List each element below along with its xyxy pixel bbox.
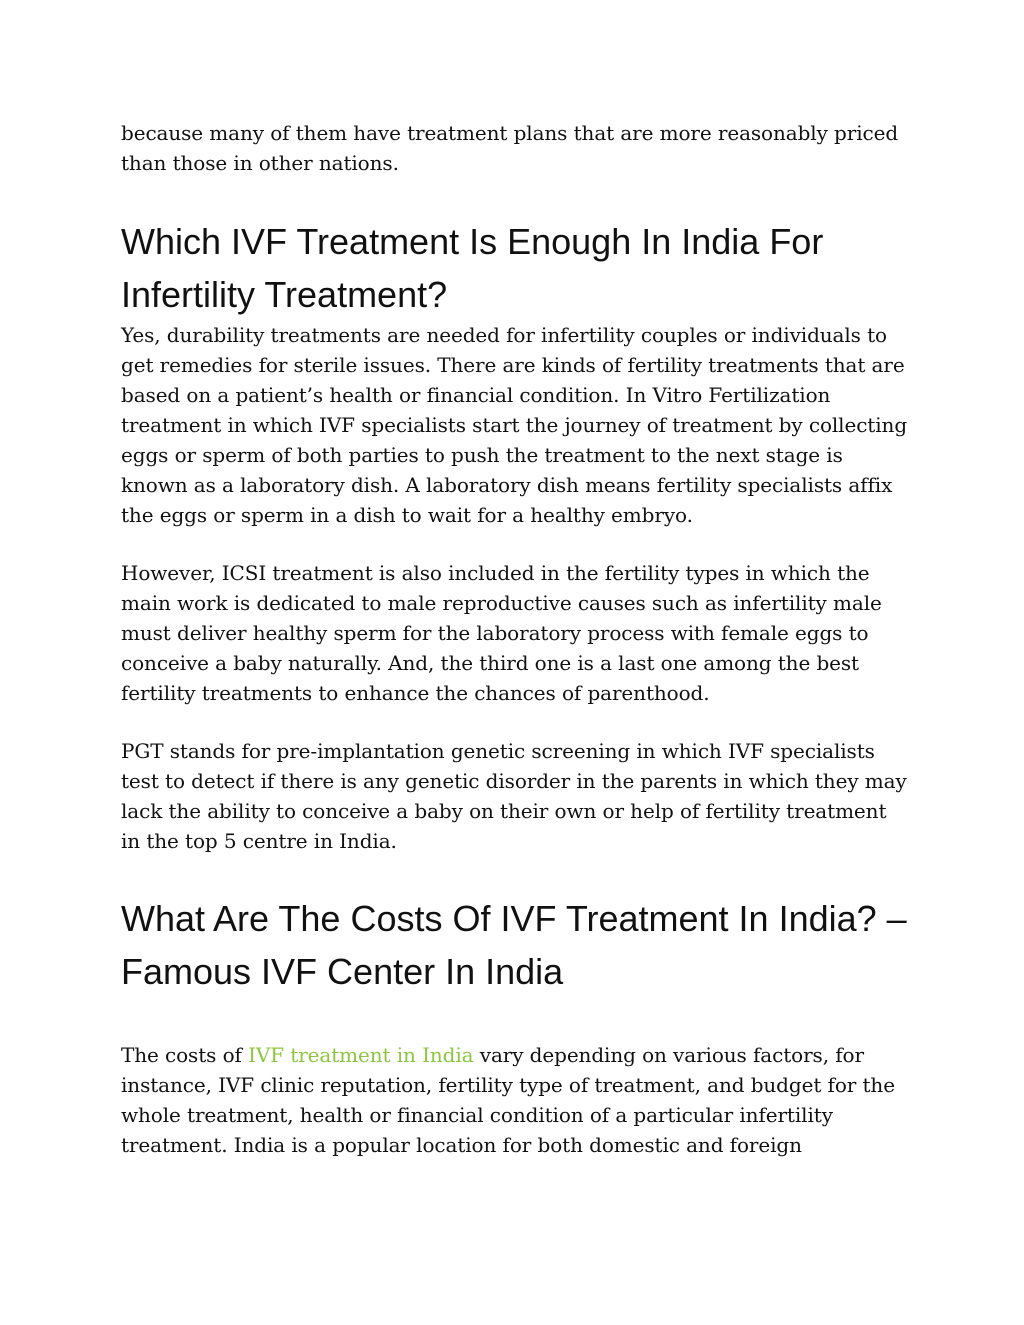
ivf-treatment-link[interactable]: IVF treatment in India — [248, 1043, 474, 1067]
section-heading-ivf-costs: What Are The Costs Of IVF Treatment In India? – Famous IVF Center In India — [121, 898, 907, 992]
paragraph-costs — [121, 1040, 911, 1160]
paragraph-pgt: PGT stands for pre-implantation genetic screening in which IVF specialists test to detect if there is any genetic disorder in the parents in which they may lack the ability to conceive a baby on their own or help of fertility treatment in the top 5 centre in India. — [121, 739, 907, 853]
document-page — [121, 118, 911, 1160]
paragraph-icsi: However, ICSI treatment is also included in the fertility types in which the main work is dedicated to male reproductive causes such as infertility male must deliver healthy sperm for the laboratory process with female eggs to conceive a baby naturally. And, the third one is a last one among the best fertility treatments to enhance the chances of parenthood. — [121, 561, 882, 705]
costs-text-start: The costs of — [121, 1043, 249, 1067]
paragraph-ivf: Yes, durability treatments are needed for infertility couples or individuals to get remedies for sterile issues. There are kinds of fertility treatments that are based on a patient’s health or financial condition. In Vitro Fertilization treatment in which IVF specialists start the journey of treatment by collecting eggs or sperm of both parties to push the treatment to the next stage is known as a laboratory dish. A laboratory dish means fertility specialists affix the eggs or sperm in a dish to wait for a healthy embryo. — [121, 323, 908, 527]
section-heading-ivf-types: Which IVF Treatment Is Enough In India For Infertility Treatment? — [121, 221, 824, 315]
intro-paragraph: because many of them have treatment plans that are more reasonably priced than those in other nations. — [121, 121, 899, 175]
costs-text-rest: vary depending on various factors, for instance, IVF clinic reputation, fertility type of treatment, and budget for the whole treatment, health or financial condition of a particular infertility treatment. India is a popular location for both domestic and foreign — [121, 1043, 895, 1157]
